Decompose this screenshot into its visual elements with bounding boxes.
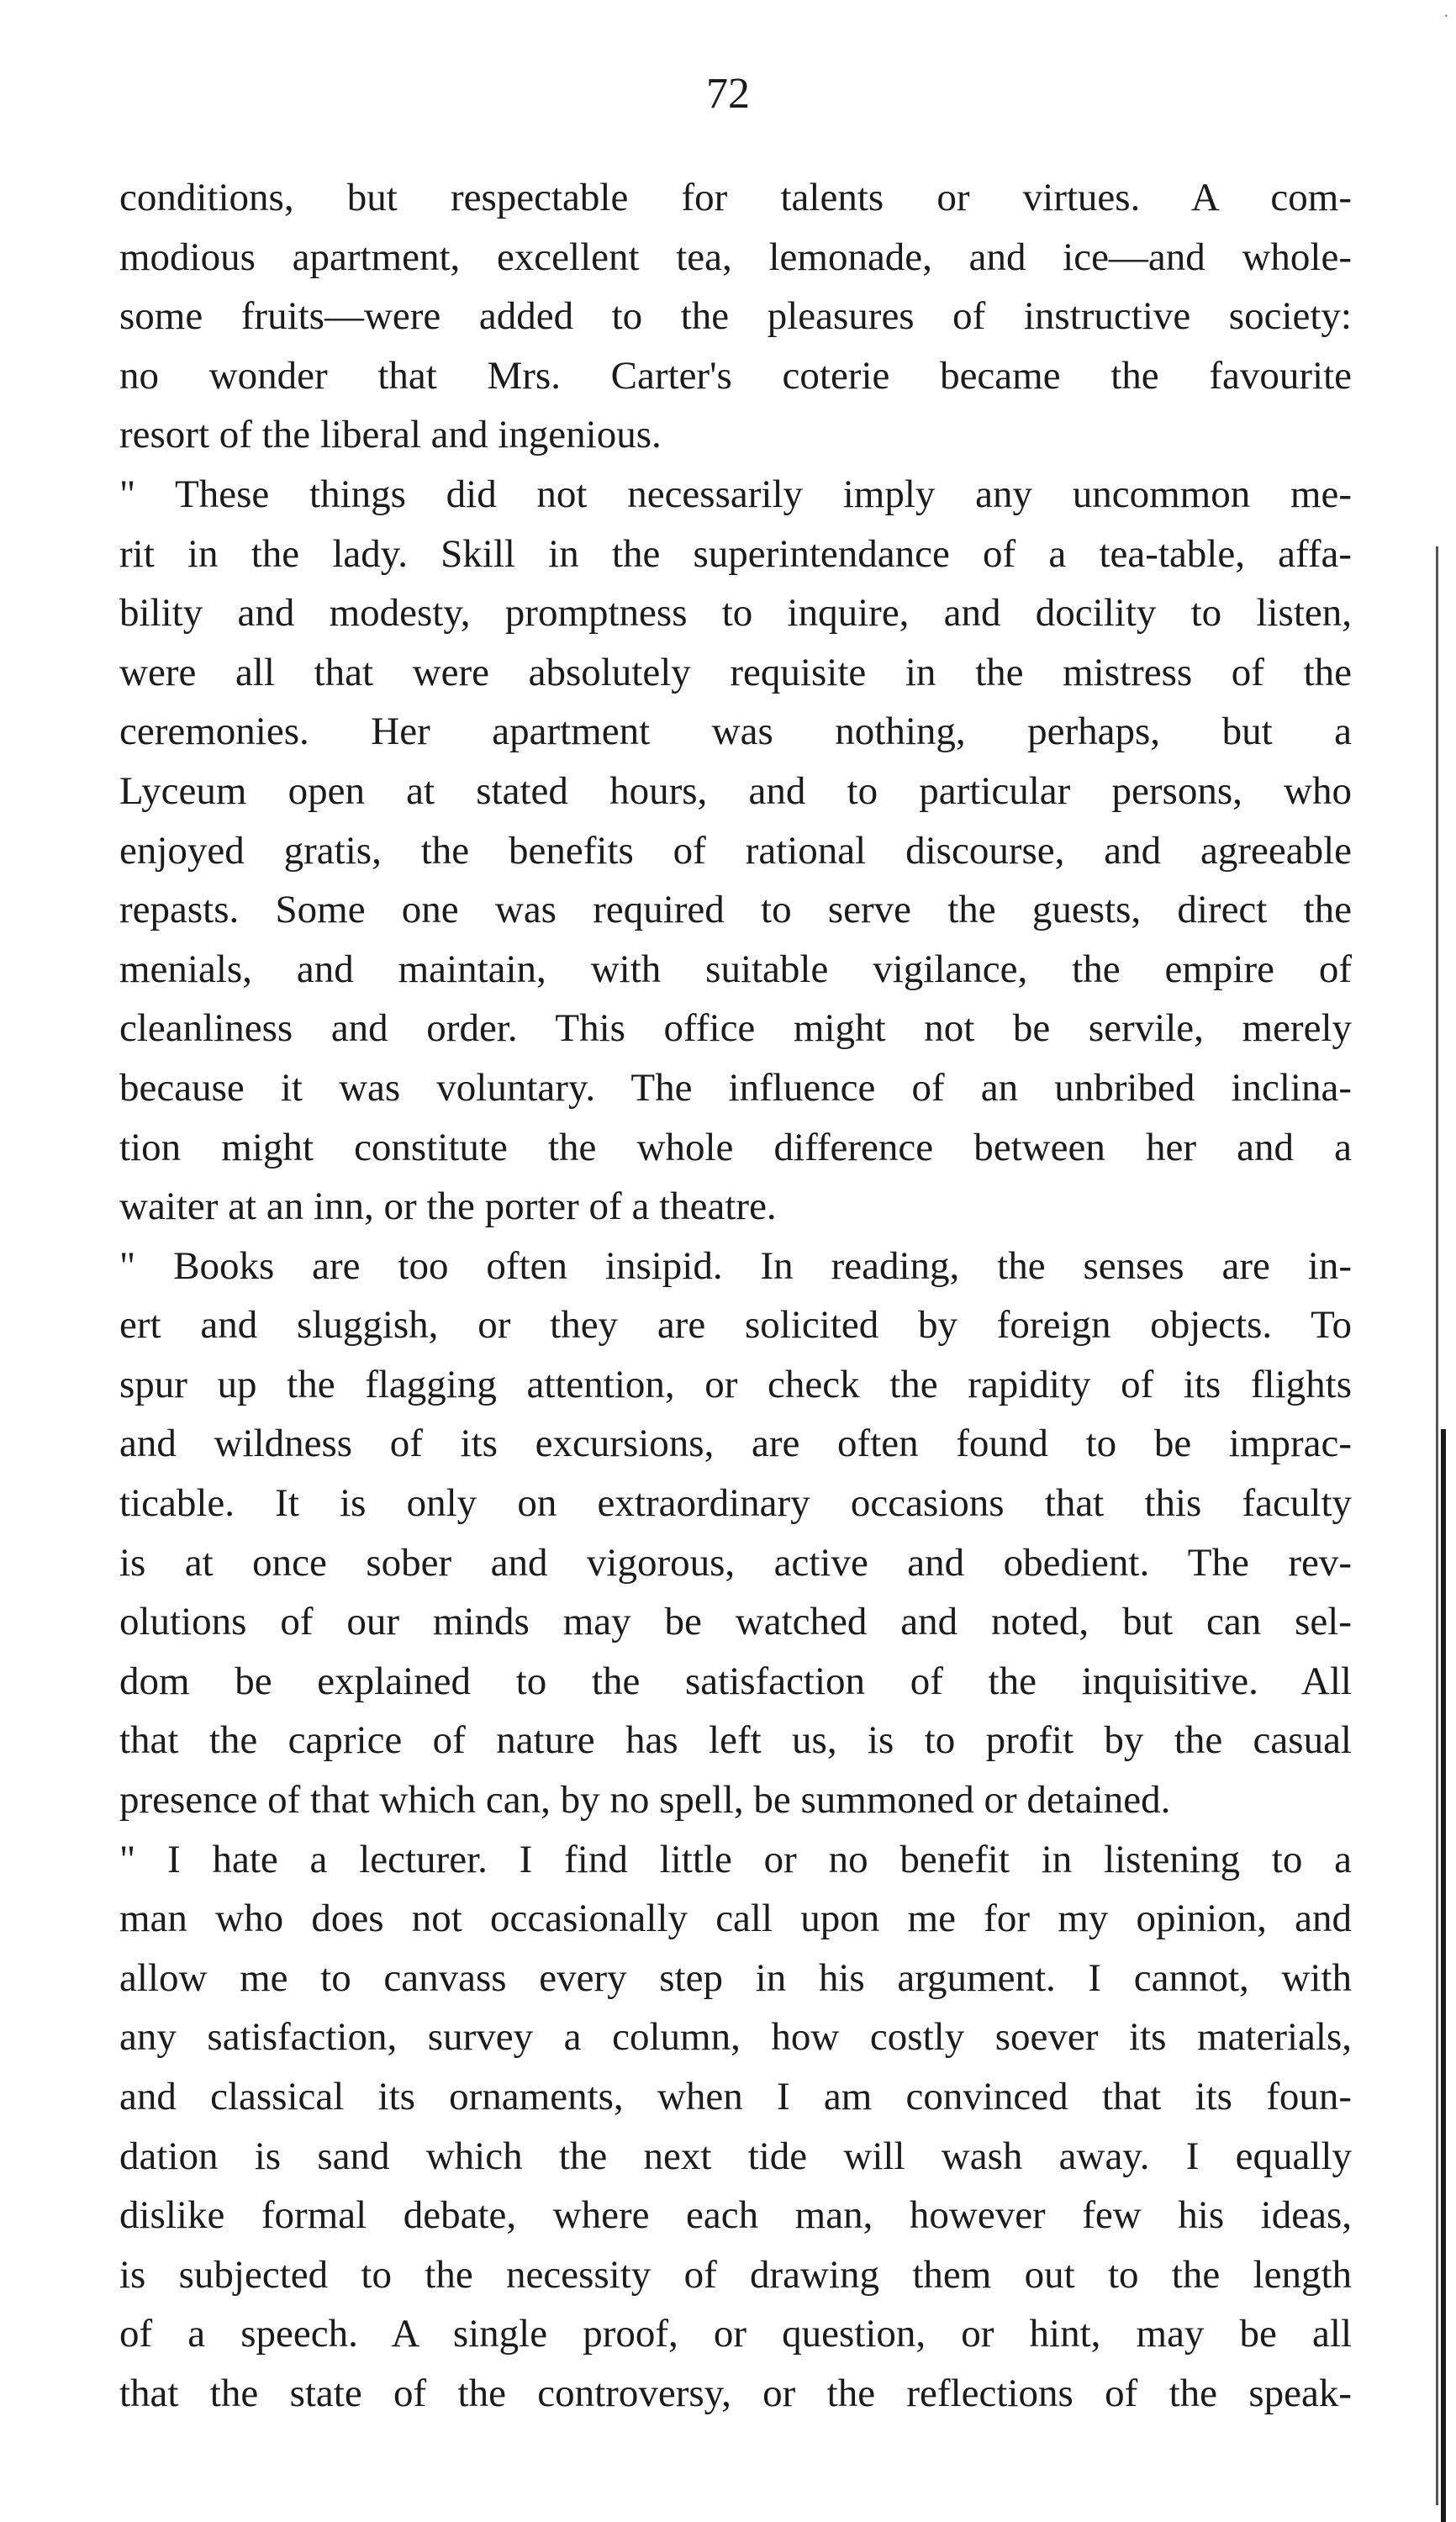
text-line: man who does not occasionally call upon me for my opinion, and bbox=[119, 1897, 1352, 1941]
text-line: because it was voluntary. The influence of an unbribed inclina- bbox=[119, 1065, 1352, 1110]
text-line: ceremonies. Her apartment was nothing, perhaps, but a bbox=[119, 710, 1352, 754]
text-line: is subjected to the necessity of drawing them out to the length bbox=[119, 2252, 1352, 2297]
text-line: dislike formal debate, where each man, however few his ideas, bbox=[119, 2193, 1352, 2238]
text-line: presence of that which can, by no spell, be summoned or detained. bbox=[119, 1778, 1171, 1823]
text-line: waiter at an inn, or the porter of a theatre. bbox=[119, 1184, 777, 1229]
text-line: repasts. Some one was required to serve the guests, direct the bbox=[119, 888, 1352, 932]
scan-edge-line bbox=[1436, 546, 1438, 2505]
text-line: is at once sober and vigorous, active and obedient. The rev- bbox=[119, 1540, 1352, 1585]
scan-edge-shadow bbox=[1441, 1429, 1446, 2522]
text-line: that the state of the controversy, or the reflections of the speak- bbox=[119, 2371, 1352, 2415]
text-line: and classical its ornaments, when I am convinced that its foun- bbox=[119, 2075, 1352, 2118]
text-line: rit in the lady. Skill in the superintendance of a tea-table, affa- bbox=[119, 531, 1352, 576]
text-line: no wonder that Mrs. Carter's coterie became the favourite bbox=[119, 353, 1352, 398]
text-line: " Books are too often insipid. In reading, the senses are in- bbox=[119, 1243, 1352, 1288]
text-line: bility and modesty, promptness to inquire, and docility to listen, bbox=[119, 591, 1352, 636]
text-line: menials, and maintain, with suitable vigilance, the empire of bbox=[119, 947, 1352, 991]
text-line: modious apartment, excellent tea, lemonade, and ice—and whole- bbox=[119, 235, 1352, 279]
text-line: cleanliness and order. This office might not be servile, merely bbox=[119, 1006, 1352, 1051]
text-line: spur up the flagging attention, or check the rapidity of its flights bbox=[119, 1362, 1352, 1406]
text-line: ert and sluggish, or they are solicited by foreign objects. To bbox=[119, 1303, 1352, 1348]
text-line: that the caprice of nature has left us, is to profit by the casual bbox=[119, 1718, 1352, 1763]
text-line: were all that were absolutely requisite in the mistress of the bbox=[119, 650, 1352, 694]
text-line: ticable. It is only on extraordinary occasions that this faculty bbox=[119, 1481, 1352, 1526]
text-line: " I hate a lecturer. I find little or no benefit in listening to a bbox=[119, 1837, 1352, 1881]
corner-speck: · bbox=[1443, 5, 1449, 26]
text-line: of a speech. A single proof, or question, or hint, may be all bbox=[119, 2312, 1352, 2356]
text-line: olutions of our minds may be watched and noted, but can sel- bbox=[119, 1600, 1352, 1644]
text-line: allow me to canvass every step in his argument. I cannot, with bbox=[119, 1955, 1352, 2000]
text-line: resort of the liberal and ingenious. bbox=[119, 413, 662, 457]
body-text bbox=[119, 168, 1352, 2424]
text-line: conditions, but respectable for talents or virtues. A com- bbox=[119, 176, 1352, 219]
text-line: some fruits—were added to the pleasures of instructive society: bbox=[119, 294, 1352, 339]
text-line: tion might constitute the whole difference between her and a bbox=[119, 1125, 1352, 1169]
text-line: dation is sand which the next tide will wash away. I equally bbox=[119, 2134, 1352, 2178]
text-line: enjoyed gratis, the benefits of rational discourse, and agreeable bbox=[119, 828, 1352, 873]
page-number: 72 bbox=[706, 70, 750, 118]
text-line: any satisfaction, survey a column, how costly soever its materials, bbox=[119, 2015, 1352, 2060]
text-line: " These things did not necessarily imply any uncommon me- bbox=[119, 472, 1352, 516]
text-line: dom be explained to the satisfaction of the inquisitive. All bbox=[119, 1659, 1352, 1703]
text-line: and wildness of its excursions, are often found to be imprac- bbox=[119, 1422, 1352, 1466]
text-line: Lyceum open at stated hours, and to particular persons, who bbox=[119, 768, 1352, 813]
